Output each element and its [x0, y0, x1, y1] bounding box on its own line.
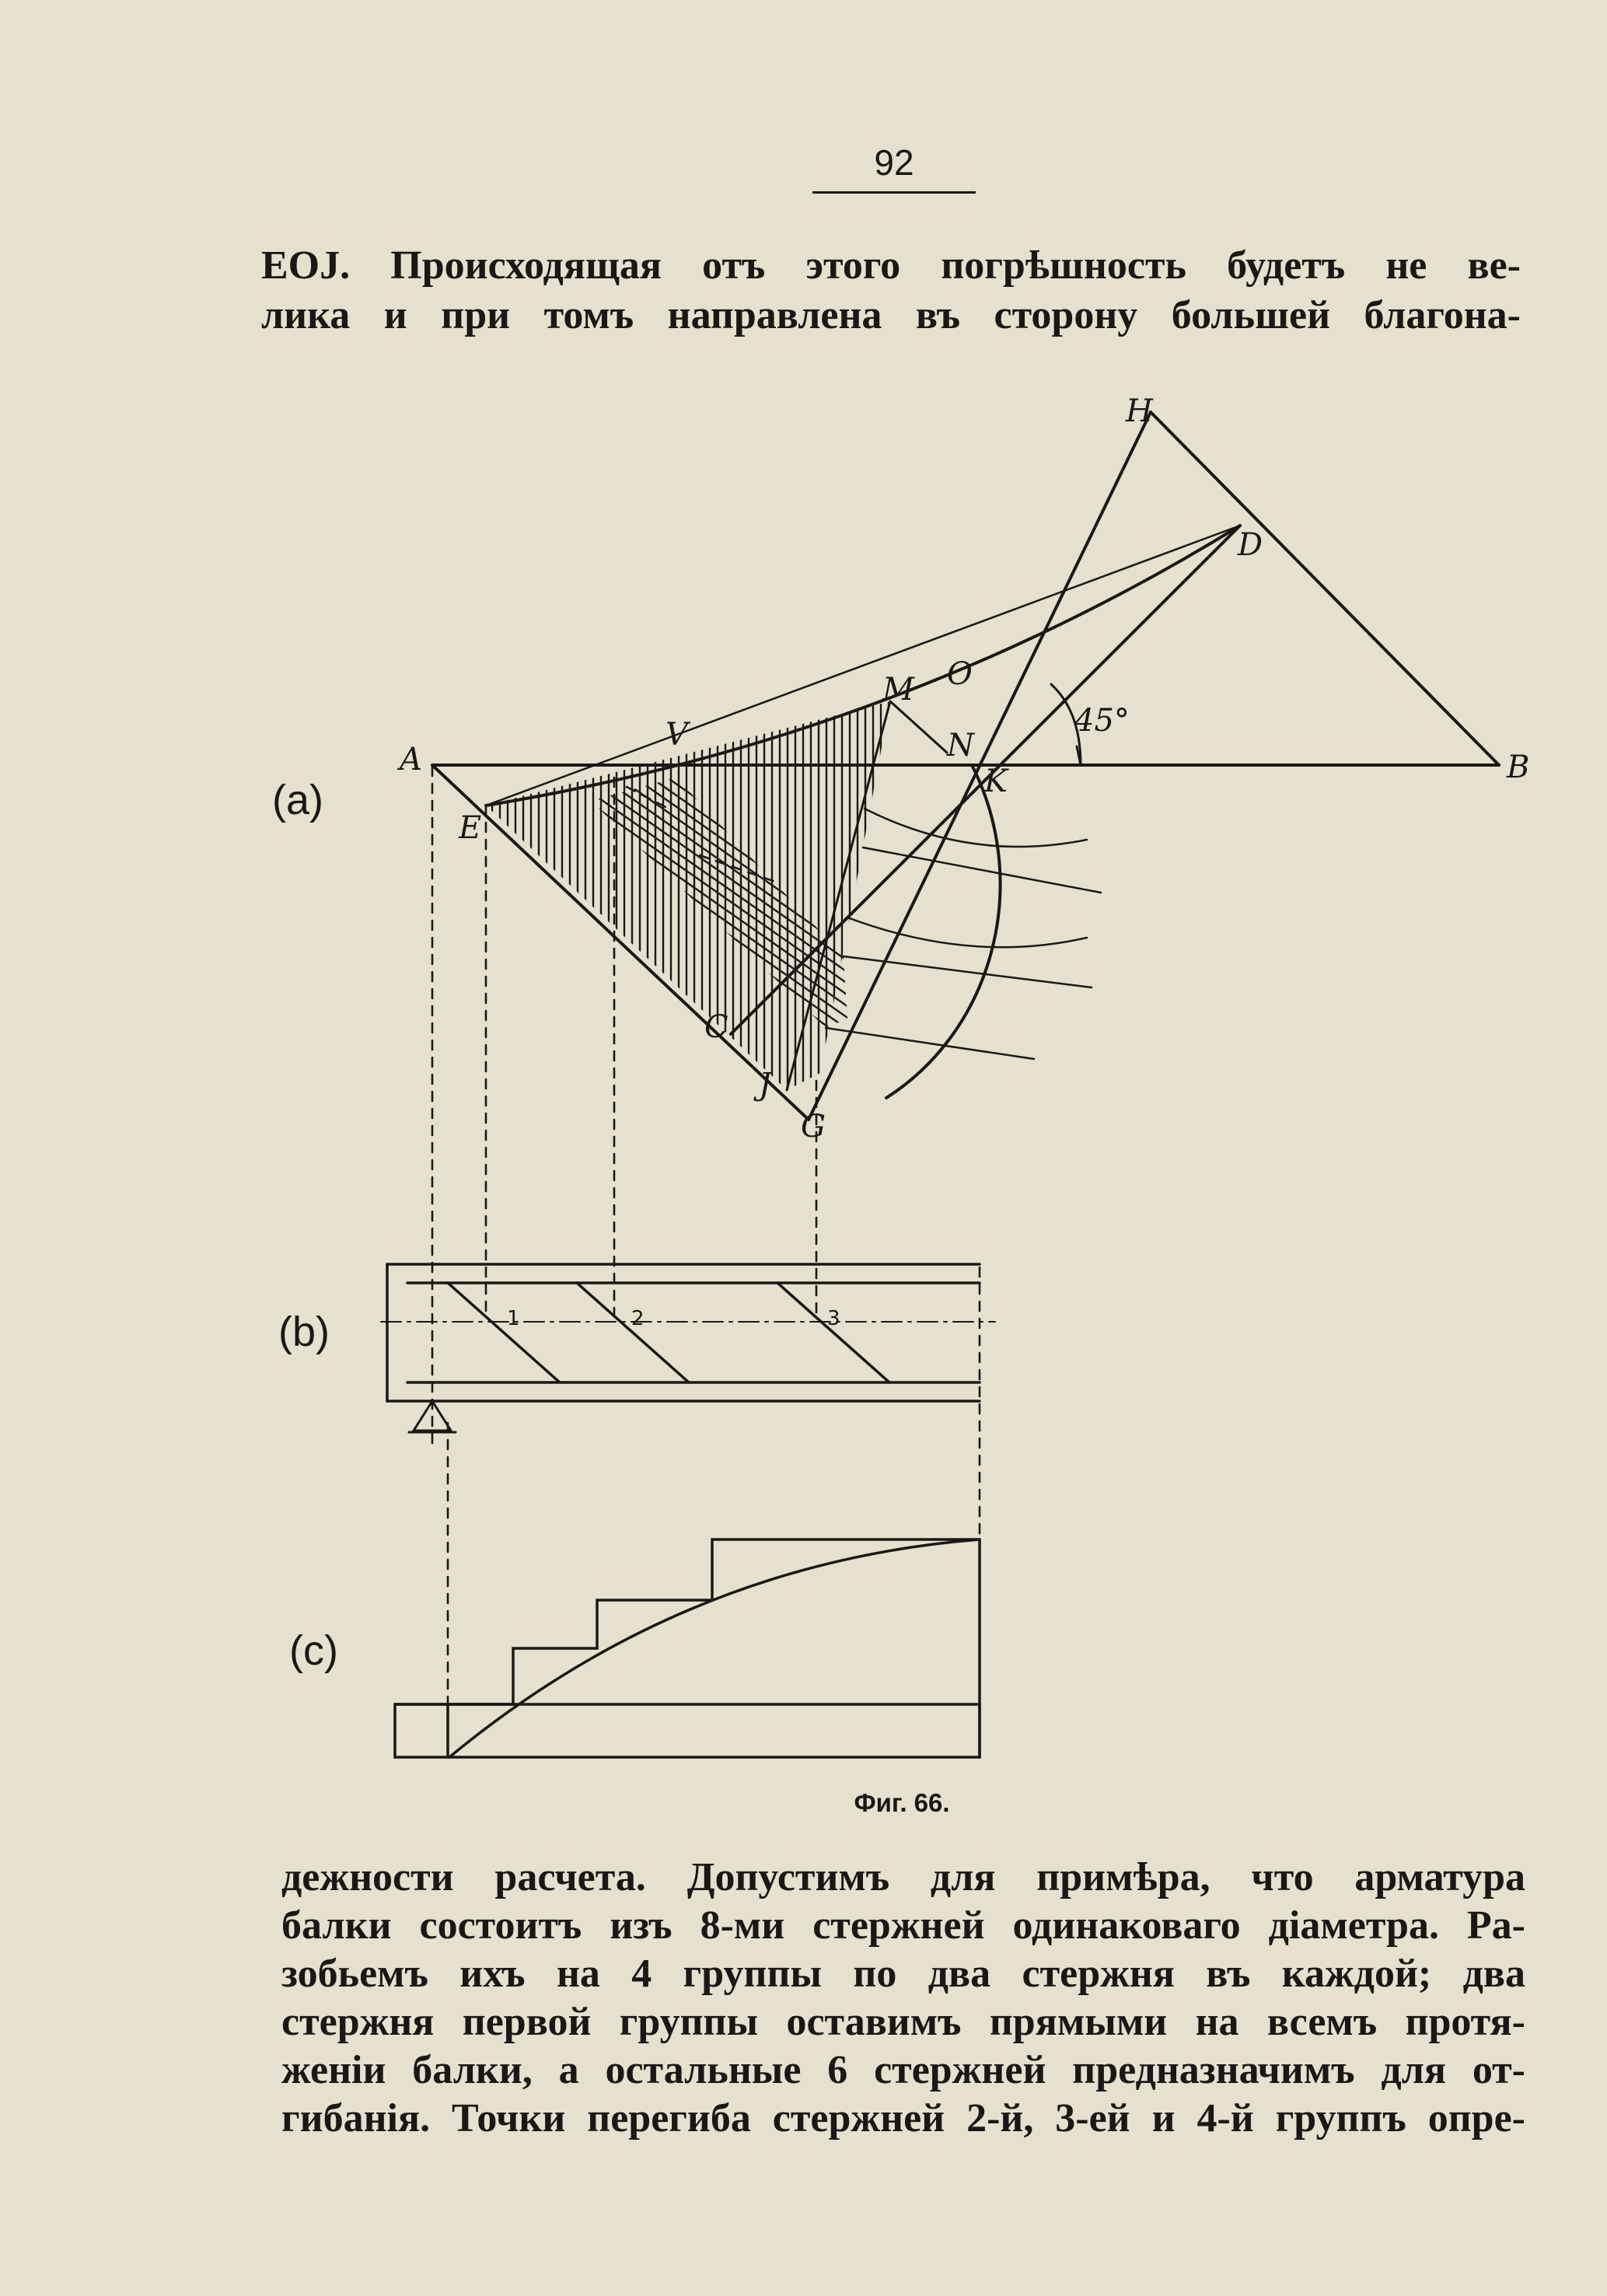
label-h: H [1126, 393, 1153, 429]
hatched-region-1 [486, 701, 890, 1090]
figure-caption: Фиг. 66. [854, 1788, 950, 1817]
arc-line [847, 917, 1087, 947]
bar-number-2: 2 [631, 1307, 645, 1330]
bent-bar [577, 1283, 689, 1382]
line-bh [1151, 412, 1499, 765]
text-line: дежности расчета. Допустимъ для примѣра, что арматура [281, 1855, 1525, 1899]
label-g: G [801, 1109, 826, 1145]
text-line: лика и при томъ направлена въ сторону большей благона- [261, 293, 1521, 337]
page-number: 92 [874, 142, 914, 183]
text-line: женіи балки, а остальные 6 стержней предназначимъ для от- [281, 2048, 1525, 2092]
label-c: C [704, 1009, 728, 1045]
bottom-paragraph [281, 1854, 1525, 2143]
bar-number-3: 3 [827, 1307, 840, 1330]
radial-line [863, 847, 1101, 893]
arc-line [865, 809, 1087, 847]
label-a: A [400, 742, 422, 778]
bent-bar [777, 1283, 889, 1382]
panel-label-a: (a) [272, 777, 323, 823]
text-line: EOJ. Происходящая отъ этого погрѣшность будетъ не ве- [261, 243, 1521, 288]
angle-label: 45° [1074, 703, 1130, 739]
line-no [890, 701, 947, 753]
panel-label-b: (b) [278, 1309, 330, 1355]
text-line: балки состоитъ изъ 8-ми стержней одинаковаго діаметра. Ра- [281, 1903, 1525, 1948]
semicircle [886, 765, 1001, 1098]
label-o: O [947, 656, 973, 692]
bent-bar [448, 1283, 560, 1382]
label-n: N [947, 728, 974, 764]
text-line: гибанія. Точки перегиба стержней 2-й, 3-ей и 4-й группъ опре- [281, 2096, 1525, 2140]
text-line: зобьемъ ихъ на 4 группы по два стержня въ каждой; два [281, 1952, 1525, 1996]
label-v: V [666, 717, 688, 753]
label-b: B [1507, 750, 1530, 785]
radial-line [826, 1028, 1034, 1059]
label-d: D [1238, 527, 1263, 563]
label-j: J [759, 1067, 772, 1103]
text-line: стержня первой группы оставимъ прямыми на всемъ протя- [281, 2000, 1525, 2044]
label-k: K [984, 764, 1008, 799]
label-m: M [882, 672, 914, 708]
label-e: E [459, 810, 482, 846]
step-profile [448, 1539, 980, 1757]
panel-label-c: (c) [289, 1627, 338, 1674]
bar-number-1: 1 [507, 1307, 520, 1330]
